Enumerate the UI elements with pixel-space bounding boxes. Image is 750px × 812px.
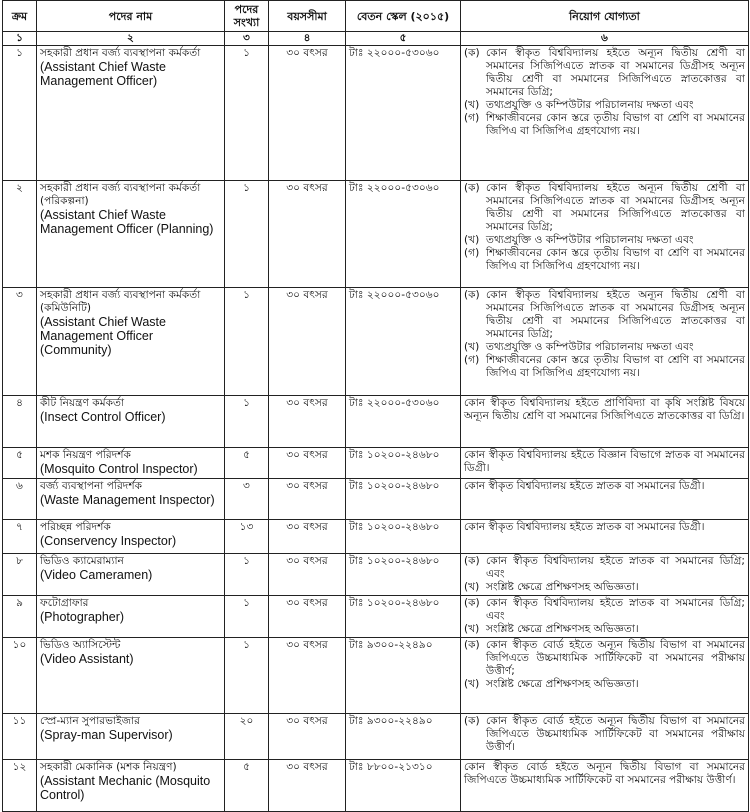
qualification-text: কোন স্বীকৃত বোর্ড হইতে অন্যূন দ্বিতীয় বিভাগ বা সমমানের জিপিএতে উচ্চমাধ্যমিক সার্টিফিকেট বা সমমানের পরীক্ষায় উত্তীর্ণ; [486, 639, 745, 677]
qualification-item [464, 639, 745, 678]
qualification-text: কোন স্বীকৃত বোর্ড হইতে অন্যূন দ্বিতীয় বিভাগ বা সমমানের জিপিএতে উচ্চমাধ্যমিক সার্টিফিকেট বা সমমানের পরীক্ষায় উত্তীর্ণ। [486, 715, 745, 753]
qualification-text: কোন স্বীকৃত বিশ্ববিদ্যালয় হইতে স্নাতক বা সমমানের ডিগ্রি; এবং [486, 597, 745, 622]
post-name-bn: পরিচ্ছন্ন পরিদর্শক [40, 521, 111, 533]
post-name-bn: সহকারী প্রধান বর্জ্য ব্যবস্থাপনা কর্মকর্তা [40, 47, 201, 59]
pay-scale-cell: টাঃ ৯৩০০-২২৪৯০ [346, 638, 461, 714]
age-limit-cell: ৩০ বৎসর [269, 714, 346, 760]
qualification-label: (গ) [464, 247, 480, 259]
post-count-cell: ৩ [225, 479, 269, 520]
qualification-label: (খ) [464, 341, 480, 353]
age-limit-cell: ৩০ বৎসর [269, 479, 346, 520]
age-limit-cell: ৩০ বৎসর [269, 596, 346, 638]
table-row [3, 554, 749, 596]
qualification-label: (ক) [464, 289, 480, 301]
qualification-text: শিক্ষাজীবনের কোন স্তরে তৃতীয় বিভাগ বা শ্রেণি বা সমমানের জিপিএ বা সিজিপিএ গ্রহণযোগ্য নয়। [486, 354, 745, 379]
pay-scale-cell: টাঃ ১০২০০-২৪৬৮০ [346, 448, 461, 479]
qualification-label: (ক) [464, 555, 480, 567]
post-count-cell: ১ [225, 396, 269, 448]
column-number-row [3, 32, 749, 46]
qualification-cell [461, 396, 749, 448]
qualification-item [464, 99, 745, 112]
header-qualification: নিয়োগ যোগ্যতা [461, 1, 749, 32]
post-name-cell [37, 479, 225, 520]
age-limit-cell: ৩০ বৎসর [269, 181, 346, 288]
table-row [3, 714, 749, 760]
post-count-cell: ৫ [225, 448, 269, 479]
header-row [3, 1, 749, 32]
table-row [3, 760, 749, 812]
post-name-bn: সহকারী মেকানিক (মশক নিয়ন্ত্রণ) [40, 761, 177, 773]
serial-cell: ৪ [3, 396, 37, 448]
qualification-cell [461, 714, 749, 760]
age-limit-cell: ৩০ বৎসর [269, 638, 346, 714]
qualification-text: তথ্যপ্রযুক্তি ও কম্পিউটার পরিচালনায় দক্ষতা এবং [486, 234, 694, 246]
qualification-cell [461, 479, 749, 520]
age-limit-cell: ৩০ বৎসর [269, 288, 346, 396]
post-name-bn: স্প্রে-ম্যান সুপারভাইজার [40, 715, 140, 727]
post-count-cell: ১ [225, 181, 269, 288]
post-name-bn: ভিডিও অ্যাসিস্টেন্ট [40, 639, 121, 651]
qualification-text: কোন স্বীকৃত বোর্ড হইতে অন্যূন দ্বিতীয় বিভাগ বা সমমানের জিপিএতে উচ্চমাধ্যমিক সার্টিফিকেট বা সমমানের পরীক্ষায় উত্তীর্ণ। [464, 761, 745, 786]
post-name-en: (Spray-man Supervisor) [40, 728, 173, 742]
post-name-bn: কীট নিয়ন্ত্রণ কর্মকর্তা [40, 397, 125, 409]
qualification-text: সংশ্লিষ্ট ক্ষেত্রে প্রশিক্ষণসহ অভিজ্ঞতা। [486, 581, 639, 593]
post-name-en: (Video Cameramen) [40, 568, 153, 582]
post-name-cell [37, 638, 225, 714]
post-name-en: (Video Assistant) [40, 652, 134, 666]
column-number: ৫ [346, 32, 461, 46]
age-limit-cell: ৩০ বৎসর [269, 554, 346, 596]
qualification-text: শিক্ষাজীবনের কোন স্তরে তৃতীয় বিভাগ বা শ্রেণি বা সমমানের জিপিএ বা সিজিপিএ গ্রহণযোগ্য নয়। [486, 112, 745, 137]
qualification-text: কোন স্বীকৃত বিশ্ববিদ্যালয় হইতে স্নাতক বা সমমানের ডিগ্রী। [464, 521, 705, 533]
post-count-cell: ৫ [225, 760, 269, 812]
serial-cell: ৫ [3, 448, 37, 479]
qualification-item [464, 47, 745, 99]
qualification-cell [461, 520, 749, 554]
header-post-name: পদের নাম [37, 1, 225, 32]
post-name-cell [37, 554, 225, 596]
qualification-text: তথ্যপ্রযুক্তি ও কম্পিউটার পরিচালনায় দক্ষতা এবং [486, 341, 694, 353]
post-name-bn: ফটোগ্রাফার [40, 597, 89, 609]
post-name-en: (Waste Management Inspector) [40, 493, 215, 507]
pay-scale-cell: টাঃ ১০২০০-২৪৬৮০ [346, 479, 461, 520]
qualification-text: কোন স্বীকৃত বিশ্ববিদ্যালয় হইতে অন্যূন দ্বিতীয় শ্রেণী বা সমমানের সিজিপিএতে স্নাতক বা সমমানের ডিগ্রীসহ অন্যূন দ্বিতীয় শ্রেণী বা সমমানের সিজিপিএতে স্নাতকোত্তর বা সমমানের ডিগ্রি; [486, 47, 745, 98]
qualification-text: কোন স্বীকৃত বিশ্ববিদ্যালয় হইতে প্রাণিবিদ্যা বা কৃষি সংশ্লিষ্ট বিষয়ে অন্যূন দ্বিতীয় শ্রেণি বা সমমানের সিজিপিএতে স্নাতকোত্তর বা ডিগ্রি। [464, 397, 745, 422]
header-pay-scale: বেতন স্কেল (২০১৫) [346, 1, 461, 32]
qualification-label: (ক) [464, 182, 480, 194]
table-row [3, 596, 749, 638]
qualification-label: (খ) [464, 581, 480, 593]
qualification-text: কোন স্বীকৃত বিশ্ববিদ্যালয় হইতে বিজ্ঞান বিভাগে স্নাতক বা সমমানের ডিগ্রী। [464, 449, 745, 474]
qualification-item [464, 354, 745, 380]
qualification-text: সংশ্লিষ্ট ক্ষেত্রে প্রশিক্ষণসহ অভিজ্ঞতা। [486, 678, 639, 690]
age-limit-cell: ৩০ বৎসর [269, 520, 346, 554]
pay-scale-cell: টাঃ ১০২০০-২৪৬৮০ [346, 554, 461, 596]
serial-cell: ১০ [3, 638, 37, 714]
post-name-cell [37, 714, 225, 760]
qualification-cell [461, 46, 749, 181]
pay-scale-cell: টাঃ ১০২০০-২৪৬৮০ [346, 520, 461, 554]
age-limit-cell: ৩০ বৎসর [269, 760, 346, 812]
pay-scale-cell: টাঃ ১০২০০-২৪৬৮০ [346, 596, 461, 638]
qualification-item [464, 234, 745, 247]
post-name-en: (Assistant Chief Waste Management Officer) [40, 60, 166, 88]
qualification-label: (ক) [464, 597, 480, 609]
qualification-item [464, 247, 745, 273]
column-number: ১ [3, 32, 37, 46]
qualification-item [464, 715, 745, 754]
post-name-cell [37, 760, 225, 812]
qualification-label: (খ) [464, 234, 480, 246]
table-body [3, 46, 749, 812]
qualification-label: (গ) [464, 354, 480, 366]
table-row [3, 46, 749, 181]
qualification-cell [461, 181, 749, 288]
post-name-en: (Insect Control Officer) [40, 410, 166, 424]
qualification-text: কোন স্বীকৃত বিশ্ববিদ্যালয় হইতে স্নাতক বা সমমানের ডিগ্রী। [464, 480, 705, 492]
post-name-bn: সহকারী প্রধান বর্জ্য ব্যবস্থাপনা কর্মকর্তা (কমিউনিটি) [40, 289, 201, 314]
post-name-cell [37, 288, 225, 396]
table-row [3, 520, 749, 554]
age-limit-cell: ৩০ বৎসর [269, 448, 346, 479]
post-name-cell [37, 520, 225, 554]
post-name-bn: ভিডিও ক্যামেরাম্যান [40, 555, 124, 567]
pay-scale-cell: টাঃ ২২০০০-৫৩০৬০ [346, 46, 461, 181]
table-row [3, 448, 749, 479]
post-name-en: (Photographer) [40, 610, 125, 624]
post-name-cell [37, 181, 225, 288]
post-name-en: (Assistant Chief Waste Management Officer (Community) [40, 315, 166, 357]
qualification-item [464, 597, 745, 623]
post-name-bn: সহকারী প্রধান বর্জ্য ব্যবস্থাপনা কর্মকর্তা (পরিকল্পনা) [40, 182, 201, 207]
qualification-item [464, 182, 745, 234]
table-row [3, 638, 749, 714]
post-name-bn: বর্জ্য ব্যবস্থাপনা পরিদর্শক [40, 480, 143, 492]
post-count-cell: ১ [225, 638, 269, 714]
age-limit-cell: ৩০ বৎসর [269, 46, 346, 181]
serial-cell: ৯ [3, 596, 37, 638]
qualification-item [464, 581, 745, 594]
post-name-cell [37, 448, 225, 479]
qualification-cell [461, 288, 749, 396]
serial-cell: ৩ [3, 288, 37, 396]
recruitment-table [2, 0, 749, 812]
column-number: ৬ [461, 32, 749, 46]
qualification-cell [461, 554, 749, 596]
qualification-item [464, 341, 745, 354]
serial-cell: ৭ [3, 520, 37, 554]
qualification-text: কোন স্বীকৃত বিশ্ববিদ্যালয় হইতে স্নাতক বা সমমানের ডিগ্রি; এবং [486, 555, 745, 580]
post-name-cell [37, 596, 225, 638]
post-name-en: (Mosquito Control Inspector) [40, 462, 198, 476]
serial-cell: ৬ [3, 479, 37, 520]
header-post-count: পদের সংখ্যা [225, 1, 269, 32]
qualification-label: (ক) [464, 639, 480, 651]
qualification-item [464, 289, 745, 341]
column-number: ২ [37, 32, 225, 46]
serial-cell: ২ [3, 181, 37, 288]
post-name-cell [37, 46, 225, 181]
age-limit-cell: ৩০ বৎসর [269, 396, 346, 448]
post-count-cell: ১ [225, 288, 269, 396]
header-serial: ক্রম [3, 1, 37, 32]
qualification-cell [461, 760, 749, 812]
post-name-cell [37, 396, 225, 448]
qualification-cell [461, 638, 749, 714]
qualification-label: (ক) [464, 47, 480, 59]
post-count-cell: ১ [225, 554, 269, 596]
qualification-text: কোন স্বীকৃত বিশ্ববিদ্যালয় হইতে অন্যূন দ্বিতীয় শ্রেণী বা সমমানের সিজিপিএতে স্নাতক বা সমমানের ডিগ্রীসহ অন্যূন দ্বিতীয় শ্রেণী বা সমমানের সিজিপিএতে স্নাতকোত্তর বা সমমানের ডিগ্রি; [486, 182, 745, 233]
serial-cell: ১১ [3, 714, 37, 760]
post-name-en: (Assistant Chief Waste Management Officer (Planning) [40, 208, 214, 236]
pay-scale-cell: টাঃ ৮৮০০-২১৩১০ [346, 760, 461, 812]
post-name-bn: মশক নিয়ন্ত্রণ পরিদর্শক [40, 449, 131, 461]
qualification-text: শিক্ষাজীবনের কোন স্তরে তৃতীয় বিভাগ বা শ্রেণি বা সমমানের জিপিএ বা সিজিপিএ গ্রহণযোগ্য নয়। [486, 247, 745, 272]
post-name-en: (Conservency Inspector) [40, 534, 177, 548]
qualification-label: (গ) [464, 112, 480, 124]
post-name-en: (Assistant Mechanic (Mosquito Control) [40, 774, 211, 802]
post-count-cell: ২০ [225, 714, 269, 760]
post-count-cell: ১ [225, 596, 269, 638]
table-row [3, 396, 749, 448]
post-count-cell: ১ [225, 46, 269, 181]
qualification-item [464, 555, 745, 581]
column-number: ৩ [225, 32, 269, 46]
header-age-limit: বয়সসীমা [269, 1, 346, 32]
qualification-label: (খ) [464, 678, 480, 690]
qualification-item [464, 678, 745, 691]
pay-scale-cell: টাঃ ৯৩০০-২২৪৯০ [346, 714, 461, 760]
serial-cell: ১২ [3, 760, 37, 812]
qualification-item [464, 112, 745, 138]
serial-cell: ৮ [3, 554, 37, 596]
post-count-cell: ১৩ [225, 520, 269, 554]
serial-cell: ১ [3, 46, 37, 181]
pay-scale-cell: টাঃ ২২০০০-৫৩০৬০ [346, 396, 461, 448]
qualification-label: (খ) [464, 99, 480, 111]
table-row [3, 479, 749, 520]
qualification-text: সংশ্লিষ্ট ক্ষেত্রে প্রশিক্ষণসহ অভিজ্ঞতা। [486, 623, 639, 635]
pay-scale-cell: টাঃ ২২০০০-৫৩০৬০ [346, 181, 461, 288]
column-number: ৪ [269, 32, 346, 46]
qualification-label: (ক) [464, 715, 480, 727]
qualification-cell [461, 596, 749, 638]
qualification-label: (খ) [464, 623, 480, 635]
qualification-cell [461, 448, 749, 479]
qualification-text: তথ্যপ্রযুক্তি ও কম্পিউটার পরিচালনায় দক্ষতা এবং [486, 99, 694, 111]
qualification-text: কোন স্বীকৃত বিশ্ববিদ্যালয় হইতে অন্যূন দ্বিতীয় শ্রেণী বা সমমানের সিজিপিএতে স্নাতক বা সমমানের ডিগ্রীসহ অন্যূন দ্বিতীয় শ্রেণী বা সমমানের সিজিপিএতে স্নাতকোত্তর বা সমমানের ডিগ্রি; [486, 289, 745, 340]
table-row [3, 288, 749, 396]
qualification-item [464, 623, 745, 636]
pay-scale-cell: টাঃ ২২০০০-৫৩০৬০ [346, 288, 461, 396]
table-row [3, 181, 749, 288]
